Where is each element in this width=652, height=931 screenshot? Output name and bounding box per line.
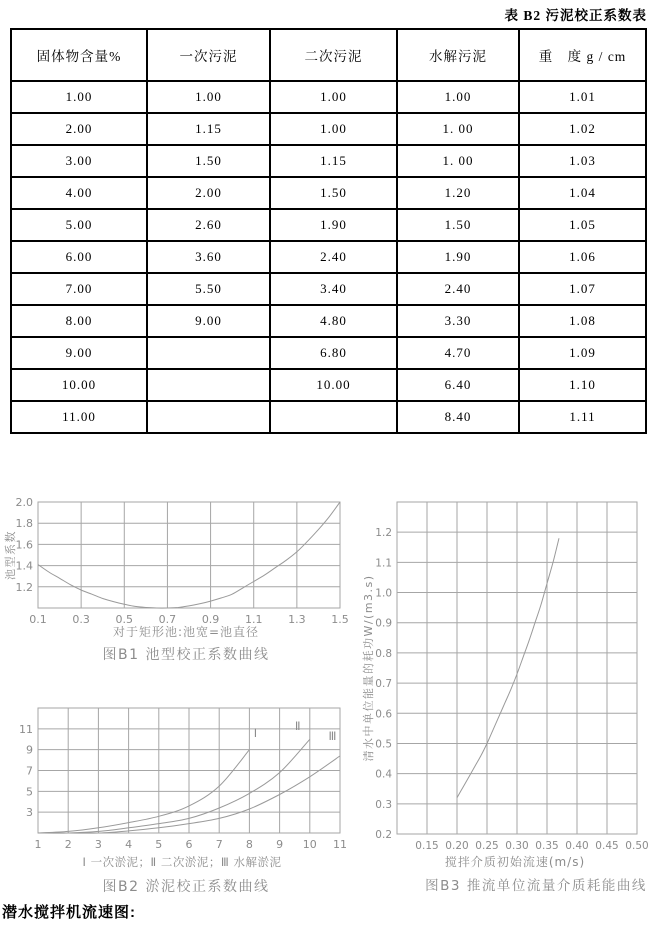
table-cell: 1.09 — [519, 337, 646, 369]
table-cell — [147, 369, 270, 401]
table-row — [11, 177, 646, 209]
x-tick-label: 1.3 — [288, 613, 306, 626]
chart-b2-sludge-correction — [0, 695, 360, 905]
x-tick-label: 0.5 — [115, 613, 134, 626]
x-tick-label: 6 — [185, 838, 193, 851]
table-cell: 11.00 — [11, 401, 147, 433]
table-cell: 3.00 — [11, 145, 147, 177]
table-cell: 1.11 — [519, 401, 646, 433]
table-cell: 1.20 — [397, 177, 519, 209]
table-cell: 1.02 — [519, 113, 646, 145]
table-row — [11, 113, 646, 145]
y-tick-label: 1.2 — [375, 527, 392, 540]
x-tick-label: 0.30 — [505, 840, 529, 852]
table-cell: 7.00 — [11, 273, 147, 305]
y-tick-label: 7 — [26, 764, 33, 778]
x-tick-label: 0.20 — [445, 840, 469, 852]
x-tick-label: 1.1 — [244, 613, 263, 626]
y-tick-label: 1.6 — [15, 538, 33, 552]
table-cell: 2.40 — [270, 241, 397, 273]
table-cell: 1.03 — [519, 145, 646, 177]
table-row — [11, 273, 646, 305]
chart-caption: 图B3 推流单位流量介质耗能曲线 — [425, 878, 647, 894]
y-tick-label: 1.8 — [15, 517, 33, 531]
x-tick-label: 8 — [245, 838, 253, 851]
y-tick-label: 1.4 — [15, 559, 33, 573]
y-tick-label: 3 — [26, 806, 33, 820]
chart-b1-pool-type-correction — [0, 485, 360, 685]
x-tick-label: 9 — [276, 838, 284, 851]
y-tick-label: 0.2 — [375, 829, 392, 841]
x-tick-label: 11 — [333, 838, 347, 851]
table-cell: 1.00 — [270, 81, 397, 113]
table-cell: 1.50 — [147, 145, 270, 177]
table-row — [11, 81, 646, 113]
x-tick-label: 0.35 — [535, 840, 559, 852]
y-axis-label: 池型系数 — [4, 530, 17, 580]
table-cell — [147, 401, 270, 433]
table-header-row — [11, 29, 646, 81]
curve-label: Ⅱ — [294, 718, 301, 733]
table-cell: 5.50 — [147, 273, 270, 305]
table-row — [11, 145, 646, 177]
table-cell: 9.00 — [11, 337, 147, 369]
y-tick-label: 0.4 — [375, 768, 392, 781]
table-cell: 2.60 — [147, 209, 270, 241]
sludge-correction-table — [10, 28, 647, 434]
table-cell: 1. 00 — [397, 113, 519, 145]
table-cell: 1.00 — [397, 81, 519, 113]
table-cell: 1.00 — [270, 113, 397, 145]
table-row — [11, 241, 646, 273]
table-cell: 2.40 — [397, 273, 519, 305]
column-header: 二次污泥 — [270, 29, 397, 81]
table-cell: 1.07 — [519, 273, 646, 305]
y-tick-label: 0.3 — [375, 798, 392, 811]
table-cell: 1.90 — [270, 209, 397, 241]
table-row — [11, 369, 646, 401]
grid — [38, 502, 340, 608]
table-cell: 1.15 — [270, 145, 397, 177]
chart-b3-energy-consumption — [360, 490, 652, 902]
series-curve — [38, 502, 340, 608]
y-axis-label: 清水中单位能量的耗功W/(m3.s) — [362, 574, 375, 762]
x-tick-label: 2 — [64, 838, 72, 851]
table-title: 表 B2 污泥校正系数表 — [504, 8, 647, 23]
table-cell: 1.04 — [519, 177, 646, 209]
table-cell — [147, 337, 270, 369]
table-cell: 1.05 — [519, 209, 646, 241]
table-cell: 3.60 — [147, 241, 270, 273]
y-tick-label: 1.1 — [375, 557, 392, 570]
y-tick-label: 0.7 — [375, 678, 392, 691]
table-cell: 1.01 — [519, 81, 646, 113]
x-tick-label: 0.9 — [201, 613, 220, 626]
y-tick-label: 0.8 — [375, 647, 392, 660]
y-tick-label: 11 — [19, 722, 33, 736]
x-tick-label: 4 — [125, 838, 133, 851]
x-tick-label: 0.3 — [72, 613, 90, 626]
table-cell: 3.40 — [270, 273, 397, 305]
plot-frame — [38, 502, 340, 608]
chart-caption: 图B2 淤泥校正系数曲线 — [102, 879, 270, 895]
table-cell: 1.00 — [11, 81, 147, 113]
table-cell: 1.50 — [270, 177, 397, 209]
x-tick-label: 1.5 — [331, 613, 349, 626]
tick-labels — [375, 527, 648, 852]
table-cell: 1. 00 — [397, 145, 519, 177]
series-curve — [38, 739, 310, 833]
table-cell: 1.00 — [147, 81, 270, 113]
y-tick-label: 9 — [26, 743, 33, 757]
table-cell: 4.70 — [397, 337, 519, 369]
chart-caption: 图B1 池型校正系数曲线 — [102, 647, 270, 663]
x-tick-label: 0.45 — [595, 840, 619, 852]
table-row — [11, 305, 646, 337]
table-cell: 1.10 — [519, 369, 646, 401]
table-cell: 1.15 — [147, 113, 270, 145]
x-tick-label: 7 — [215, 838, 223, 851]
x-tick-label: 0.40 — [565, 840, 589, 852]
table-cell: 4.00 — [11, 177, 147, 209]
table-cell: 1.90 — [397, 241, 519, 273]
table-cell: 1.06 — [519, 241, 646, 273]
table-row — [11, 337, 646, 369]
x-tick-label: 3 — [94, 838, 102, 851]
column-header: 重 度 g / cm — [519, 29, 646, 81]
table-container — [10, 28, 645, 434]
column-header: 固体物含量% — [11, 29, 147, 81]
y-tick-label: 2.0 — [15, 496, 33, 509]
table-body — [11, 81, 646, 433]
column-header: 一次污泥 — [147, 29, 270, 81]
x-axis-label: 搅拌介质初始流速(m/s) — [444, 855, 586, 869]
table-row — [11, 209, 646, 241]
x-tick-label: 0.50 — [625, 840, 649, 852]
x-tick-label: 0.1 — [29, 613, 47, 626]
y-tick-label: 1.0 — [375, 587, 392, 600]
x-axis-label: 对于矩形池:池宽=池直径 — [112, 625, 260, 639]
table-cell: 6.00 — [11, 241, 147, 273]
y-tick-label: 0.5 — [375, 738, 392, 751]
curve-label: Ⅲ — [328, 728, 337, 743]
x-tick-label: 0.25 — [475, 840, 499, 852]
x-tick-label: 5 — [155, 838, 163, 851]
table-header — [11, 29, 646, 81]
table-cell: 10.00 — [11, 369, 147, 401]
table-cell: 5.00 — [11, 209, 147, 241]
table-cell: 6.80 — [270, 337, 397, 369]
table-cell: 3.30 — [397, 305, 519, 337]
y-tick-label: 0.9 — [375, 617, 392, 630]
table-cell: 1.08 — [519, 305, 646, 337]
grid — [397, 502, 637, 834]
table-cell: 4.80 — [270, 305, 397, 337]
column-header: 水解污泥 — [397, 29, 519, 81]
x-tick-label: 0.7 — [158, 613, 177, 626]
footer-label: 潜水搅拌机流速图: — [2, 904, 136, 921]
curve-label: Ⅰ — [253, 726, 258, 741]
chart-legend: Ⅰ 一次淤泥；Ⅱ 二次淤泥；Ⅲ 水解淤泥 — [82, 855, 282, 869]
x-tick-label: 10 — [302, 838, 317, 851]
y-tick-label: 1.2 — [15, 580, 33, 594]
table-cell: 9.00 — [147, 305, 270, 337]
table-cell: 2.00 — [11, 113, 147, 145]
table-cell: 10.00 — [270, 369, 397, 401]
table-cell: 8.40 — [397, 401, 519, 433]
table-cell — [270, 401, 397, 433]
table-row — [11, 401, 646, 433]
x-tick-label: 0.15 — [415, 840, 439, 852]
table-cell: 2.00 — [147, 177, 270, 209]
y-tick-label: 5 — [26, 785, 33, 799]
y-tick-label: 0.6 — [375, 708, 392, 721]
table-cell: 8.00 — [11, 305, 147, 337]
x-tick-label: 1 — [34, 838, 42, 851]
table-cell: 6.40 — [397, 369, 519, 401]
table-cell: 1.50 — [397, 209, 519, 241]
series-curve — [457, 538, 559, 798]
